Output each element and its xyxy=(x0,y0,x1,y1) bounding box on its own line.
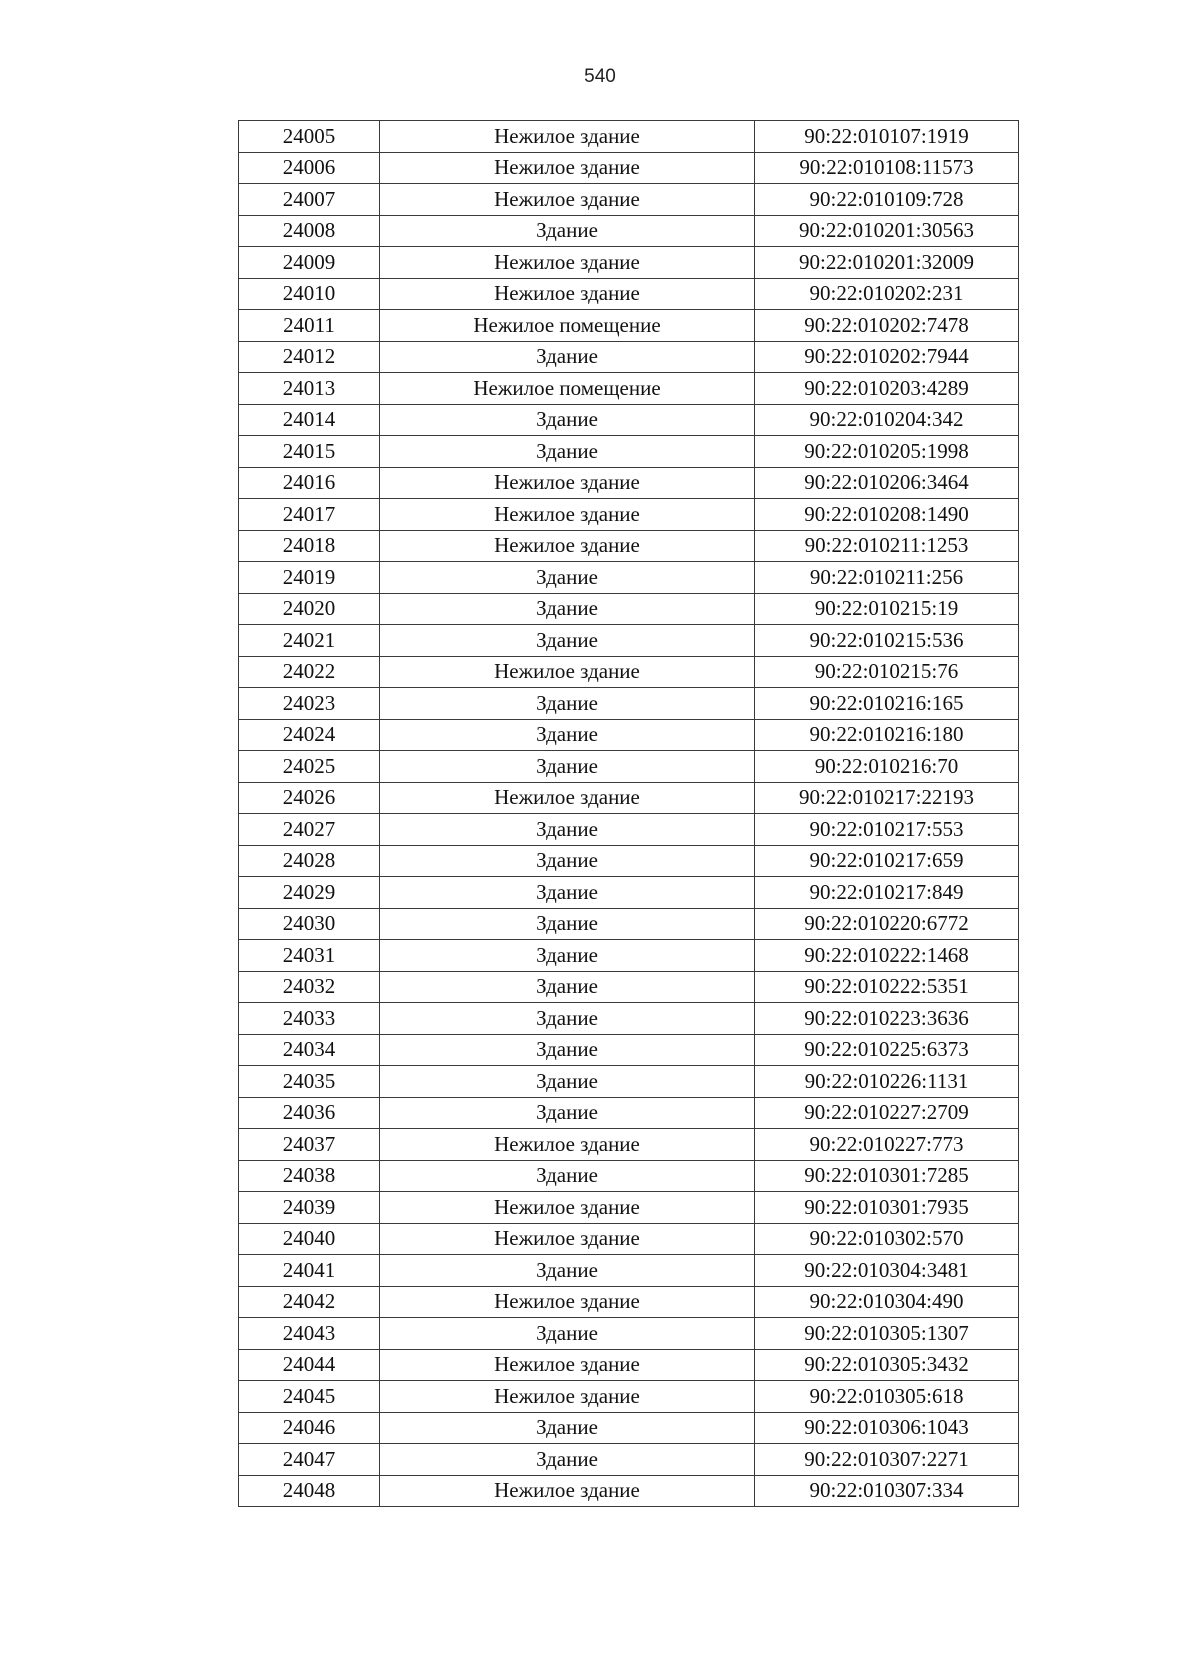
table-row xyxy=(239,1223,1019,1255)
table-row xyxy=(239,845,1019,877)
row-number-cell: 24048 xyxy=(239,1475,380,1507)
object-type-cell: Здание xyxy=(380,1034,755,1066)
object-type-cell: Здание xyxy=(380,1255,755,1287)
cadastral-number-cell: 90:22:010305:1307 xyxy=(755,1318,1019,1350)
table-row xyxy=(239,436,1019,468)
row-number-cell: 24008 xyxy=(239,215,380,247)
object-type-cell: Нежилое здание xyxy=(380,530,755,562)
row-number-cell: 24015 xyxy=(239,436,380,468)
table-row xyxy=(239,782,1019,814)
object-type-cell: Нежилое помещение xyxy=(380,310,755,342)
table-row xyxy=(239,121,1019,153)
cadastral-number-cell: 90:22:010203:4289 xyxy=(755,373,1019,405)
object-type-cell: Нежилое здание xyxy=(380,121,755,153)
object-type-cell: Нежилое здание xyxy=(380,1129,755,1161)
cadastral-number-cell: 90:22:010215:76 xyxy=(755,656,1019,688)
table-row xyxy=(239,278,1019,310)
row-number-cell: 24009 xyxy=(239,247,380,279)
object-type-cell: Нежилое здание xyxy=(380,247,755,279)
row-number-cell: 24036 xyxy=(239,1097,380,1129)
cadastral-number-cell: 90:22:010215:536 xyxy=(755,625,1019,657)
row-number-cell: 24025 xyxy=(239,751,380,783)
table-row xyxy=(239,1381,1019,1413)
object-type-cell: Здание xyxy=(380,877,755,909)
cadastral-number-cell: 90:22:010217:849 xyxy=(755,877,1019,909)
cadastral-number-cell: 90:22:010305:3432 xyxy=(755,1349,1019,1381)
table-row xyxy=(239,310,1019,342)
object-type-cell: Нежилое помещение xyxy=(380,373,755,405)
object-type-cell: Здание xyxy=(380,341,755,373)
table-row xyxy=(239,1192,1019,1224)
row-number-cell: 24041 xyxy=(239,1255,380,1287)
row-number-cell: 24045 xyxy=(239,1381,380,1413)
object-type-cell: Нежилое здание xyxy=(380,499,755,531)
cadastral-number-cell: 90:22:010302:570 xyxy=(755,1223,1019,1255)
row-number-cell: 24033 xyxy=(239,1003,380,1035)
object-type-cell: Здание xyxy=(380,404,755,436)
row-number-cell: 24042 xyxy=(239,1286,380,1318)
object-type-cell: Здание xyxy=(380,845,755,877)
row-number-cell: 24020 xyxy=(239,593,380,625)
cadastral-number-cell: 90:22:010216:70 xyxy=(755,751,1019,783)
object-type-cell: Нежилое здание xyxy=(380,278,755,310)
row-number-cell: 24031 xyxy=(239,940,380,972)
row-number-cell: 24046 xyxy=(239,1412,380,1444)
table-row xyxy=(239,562,1019,594)
row-number-cell: 24032 xyxy=(239,971,380,1003)
row-number-cell: 24013 xyxy=(239,373,380,405)
object-type-cell: Здание xyxy=(380,436,755,468)
cadastral-number-cell: 90:22:010217:659 xyxy=(755,845,1019,877)
row-number-cell: 24024 xyxy=(239,719,380,751)
table-row xyxy=(239,1097,1019,1129)
object-type-cell: Здание xyxy=(380,1003,755,1035)
row-number-cell: 24014 xyxy=(239,404,380,436)
row-number-cell: 24044 xyxy=(239,1349,380,1381)
object-type-cell: Нежилое здание xyxy=(380,782,755,814)
table-row xyxy=(239,184,1019,216)
cadastral-number-cell: 90:22:010107:1919 xyxy=(755,121,1019,153)
object-type-cell: Здание xyxy=(380,688,755,720)
object-type-cell: Нежилое здание xyxy=(380,1223,755,1255)
row-number-cell: 24019 xyxy=(239,562,380,594)
table-body xyxy=(239,121,1019,1507)
cadastral-number-cell: 90:22:010108:11573 xyxy=(755,152,1019,184)
row-number-cell: 24028 xyxy=(239,845,380,877)
table-row xyxy=(239,877,1019,909)
cadastral-number-cell: 90:22:010225:6373 xyxy=(755,1034,1019,1066)
table-row xyxy=(239,373,1019,405)
cadastral-number-cell: 90:22:010202:7478 xyxy=(755,310,1019,342)
table-row xyxy=(239,1318,1019,1350)
cadastral-number-cell: 90:22:010201:30563 xyxy=(755,215,1019,247)
cadastral-number-cell: 90:22:010227:2709 xyxy=(755,1097,1019,1129)
table-row xyxy=(239,1160,1019,1192)
object-type-cell: Здание xyxy=(380,1066,755,1098)
row-number-cell: 24039 xyxy=(239,1192,380,1224)
cadastral-number-cell: 90:22:010307:2271 xyxy=(755,1444,1019,1476)
table-row xyxy=(239,1412,1019,1444)
object-type-cell: Нежилое здание xyxy=(380,656,755,688)
cadastral-number-cell: 90:22:010305:618 xyxy=(755,1381,1019,1413)
cadastral-number-cell: 90:22:010206:3464 xyxy=(755,467,1019,499)
object-type-cell: Здание xyxy=(380,1412,755,1444)
row-number-cell: 24034 xyxy=(239,1034,380,1066)
row-number-cell: 24021 xyxy=(239,625,380,657)
row-number-cell: 24012 xyxy=(239,341,380,373)
table-row xyxy=(239,1003,1019,1035)
row-number-cell: 24010 xyxy=(239,278,380,310)
row-number-cell: 24037 xyxy=(239,1129,380,1161)
object-type-cell: Здание xyxy=(380,562,755,594)
table-row xyxy=(239,1286,1019,1318)
row-number-cell: 24038 xyxy=(239,1160,380,1192)
row-number-cell: 24027 xyxy=(239,814,380,846)
cadastral-number-cell: 90:22:010217:22193 xyxy=(755,782,1019,814)
row-number-cell: 24026 xyxy=(239,782,380,814)
cadastral-number-cell: 90:22:010220:6772 xyxy=(755,908,1019,940)
table-row xyxy=(239,530,1019,562)
object-type-cell: Нежилое здание xyxy=(380,184,755,216)
object-type-cell: Нежилое здание xyxy=(380,1286,755,1318)
row-number-cell: 24016 xyxy=(239,467,380,499)
row-number-cell: 24043 xyxy=(239,1318,380,1350)
table-row xyxy=(239,940,1019,972)
cadastral-number-cell: 90:22:010211:1253 xyxy=(755,530,1019,562)
row-number-cell: 24005 xyxy=(239,121,380,153)
object-type-cell: Здание xyxy=(380,625,755,657)
table-row xyxy=(239,467,1019,499)
object-type-cell: Здание xyxy=(380,1160,755,1192)
cadastral-number-cell: 90:22:010216:165 xyxy=(755,688,1019,720)
cadastral-number-cell: 90:22:010109:728 xyxy=(755,184,1019,216)
table-row xyxy=(239,1444,1019,1476)
object-type-cell: Здание xyxy=(380,215,755,247)
cadastral-number-cell: 90:22:010222:5351 xyxy=(755,971,1019,1003)
table-row xyxy=(239,341,1019,373)
object-type-cell: Здание xyxy=(380,719,755,751)
table-row xyxy=(239,751,1019,783)
object-type-cell: Здание xyxy=(380,908,755,940)
table-row xyxy=(239,1255,1019,1287)
cadastral-number-cell: 90:22:010215:19 xyxy=(755,593,1019,625)
table-row xyxy=(239,247,1019,279)
object-type-cell: Здание xyxy=(380,1097,755,1129)
table-row xyxy=(239,1034,1019,1066)
object-type-cell: Нежилое здание xyxy=(380,1475,755,1507)
cadastral-number-cell: 90:22:010216:180 xyxy=(755,719,1019,751)
row-number-cell: 24018 xyxy=(239,530,380,562)
object-type-cell: Нежилое здание xyxy=(380,467,755,499)
table-row xyxy=(239,215,1019,247)
object-type-cell: Нежилое здание xyxy=(380,1381,755,1413)
cadastral-number-cell: 90:22:010306:1043 xyxy=(755,1412,1019,1444)
table-row xyxy=(239,499,1019,531)
table-row xyxy=(239,656,1019,688)
row-number-cell: 24011 xyxy=(239,310,380,342)
row-number-cell: 24047 xyxy=(239,1444,380,1476)
page-number: 540 xyxy=(584,66,616,87)
row-number-cell: 24022 xyxy=(239,656,380,688)
row-number-cell: 24035 xyxy=(239,1066,380,1098)
object-type-cell: Нежилое здание xyxy=(380,1192,755,1224)
object-type-cell: Здание xyxy=(380,971,755,1003)
object-type-cell: Здание xyxy=(380,814,755,846)
cadastral-number-cell: 90:22:010208:1490 xyxy=(755,499,1019,531)
cadastral-number-cell: 90:22:010211:256 xyxy=(755,562,1019,594)
cadastral-number-cell: 90:22:010202:7944 xyxy=(755,341,1019,373)
table-row xyxy=(239,625,1019,657)
table-row xyxy=(239,593,1019,625)
table-row xyxy=(239,971,1019,1003)
table-row xyxy=(239,719,1019,751)
table-row xyxy=(239,908,1019,940)
object-type-cell: Здание xyxy=(380,593,755,625)
property-table xyxy=(238,120,1019,1507)
cadastral-number-cell: 90:22:010201:32009 xyxy=(755,247,1019,279)
object-type-cell: Здание xyxy=(380,751,755,783)
cadastral-number-cell: 90:22:010304:490 xyxy=(755,1286,1019,1318)
object-type-cell: Здание xyxy=(380,1318,755,1350)
cadastral-number-cell: 90:22:010226:1131 xyxy=(755,1066,1019,1098)
object-type-cell: Здание xyxy=(380,1444,755,1476)
cadastral-number-cell: 90:22:010227:773 xyxy=(755,1129,1019,1161)
cadastral-number-cell: 90:22:010217:553 xyxy=(755,814,1019,846)
object-type-cell: Здание xyxy=(380,940,755,972)
row-number-cell: 24007 xyxy=(239,184,380,216)
row-number-cell: 24017 xyxy=(239,499,380,531)
row-number-cell: 24029 xyxy=(239,877,380,909)
table-row xyxy=(239,152,1019,184)
row-number-cell: 24006 xyxy=(239,152,380,184)
row-number-cell: 24030 xyxy=(239,908,380,940)
cadastral-number-cell: 90:22:010301:7935 xyxy=(755,1192,1019,1224)
object-type-cell: Нежилое здание xyxy=(380,1349,755,1381)
table-row xyxy=(239,1475,1019,1507)
cadastral-number-cell: 90:22:010304:3481 xyxy=(755,1255,1019,1287)
cadastral-number-cell: 90:22:010222:1468 xyxy=(755,940,1019,972)
cadastral-number-cell: 90:22:010204:342 xyxy=(755,404,1019,436)
cadastral-number-cell: 90:22:010205:1998 xyxy=(755,436,1019,468)
object-type-cell: Нежилое здание xyxy=(380,152,755,184)
table-row xyxy=(239,404,1019,436)
cadastral-number-cell: 90:22:010223:3636 xyxy=(755,1003,1019,1035)
cadastral-number-cell: 90:22:010307:334 xyxy=(755,1475,1019,1507)
table-row xyxy=(239,688,1019,720)
table-row xyxy=(239,814,1019,846)
table-row xyxy=(239,1349,1019,1381)
cadastral-number-cell: 90:22:010301:7285 xyxy=(755,1160,1019,1192)
row-number-cell: 24023 xyxy=(239,688,380,720)
table-row xyxy=(239,1066,1019,1098)
table-row xyxy=(239,1129,1019,1161)
cadastral-number-cell: 90:22:010202:231 xyxy=(755,278,1019,310)
row-number-cell: 24040 xyxy=(239,1223,380,1255)
